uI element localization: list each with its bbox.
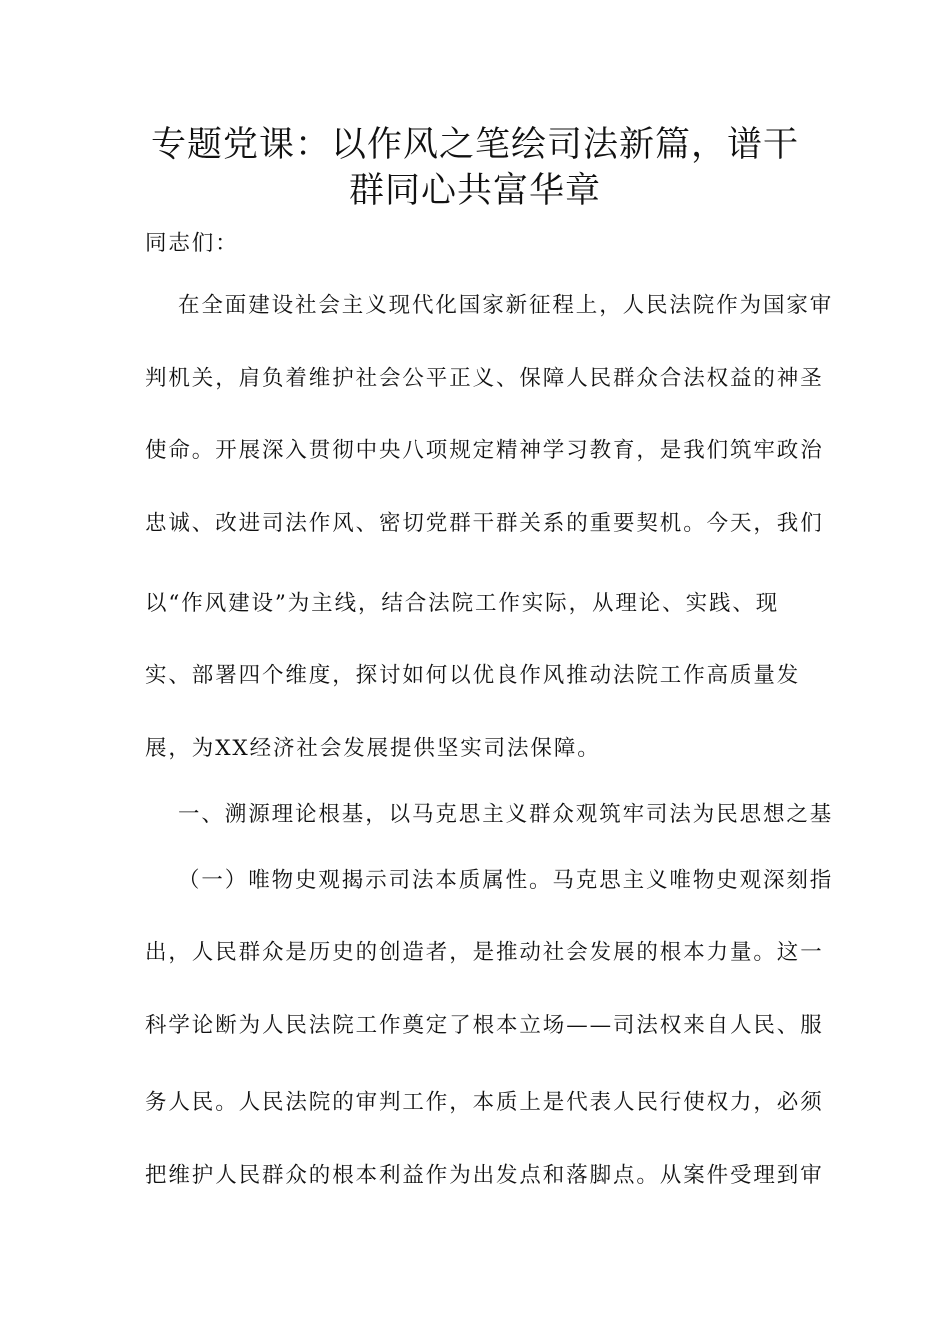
paragraph-line: 判机关，肩负着维护社会公平正义、保障人民群众合法权益的神圣 — [145, 366, 824, 391]
paragraph-line: 以“作风建设”为主线，结合法院工作实际，从理论、实践、现 — [145, 591, 780, 616]
paragraph-line: 把维护人民群众的根本利益作为出发点和落脚点。从案件受理到审 — [145, 1163, 824, 1188]
salutation: 同志们： — [145, 231, 239, 256]
title-line-2: 群同心共富华章 — [348, 171, 601, 211]
section-heading: 一、溯源理论根基，以马克思主义群众观筑牢司法为民思想之基 — [178, 802, 834, 827]
paragraph-line: 在全面建设社会主义现代化国家新征程上，人民法院作为国家审 — [178, 293, 834, 318]
document-title — [140, 122, 810, 214]
paragraph-line: 务人民。人民法院的审判工作，本质上是代表人民行使权力，必须 — [145, 1090, 824, 1115]
paragraph-line: 实、部署四个维度，探讨如何以优良作风推动法院工作高质量发 — [145, 663, 801, 688]
paragraph-line: 出，人民群众是历史的创造者，是推动社会发展的根本力量。这一 — [145, 940, 824, 965]
paragraph-line: 科学论断为人民法院工作奠定了根本立场——司法权来自人民、服 — [145, 1013, 824, 1038]
paragraph-line: 使命。开展深入贯彻中央八项规定精神学习教育，是我们筑牢政治 — [145, 438, 824, 463]
paragraph-line: 展，为XX经济社会发展提供坚实司法保障。 — [145, 736, 601, 761]
subsection-line: （一）唯物史观揭示司法本质属性。马克思主义唯物史观深刻指 — [178, 868, 834, 893]
paragraph-line: 忠诚、改进司法作风、密切党群干群关系的重要契机。今天，我们 — [145, 511, 824, 536]
title-line-1: 专题党课：以作风之笔绘司法新篇，谱干 — [150, 125, 799, 165]
